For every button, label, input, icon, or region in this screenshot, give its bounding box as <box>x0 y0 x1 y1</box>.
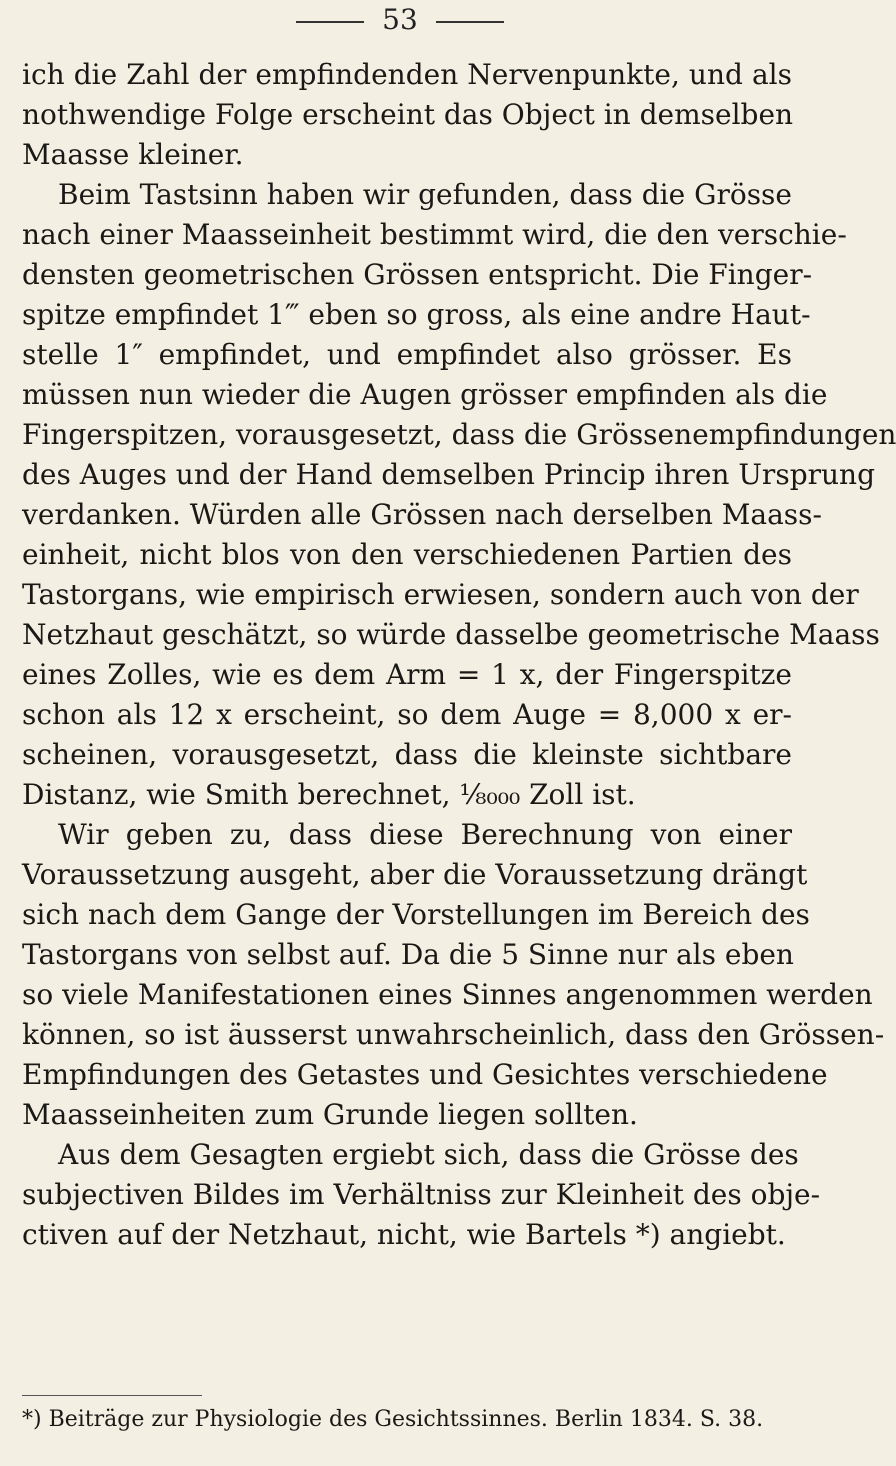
text-line: eines Zolles, wie es dem Arm = 1 x, der Fingerspitze <box>22 658 792 691</box>
footnote-divider <box>22 1395 202 1396</box>
header-dash-left <box>296 21 364 23</box>
text-line: Wir geben zu, dass diese Berechnung von einer <box>58 818 792 851</box>
text-line: subjectiven Bildes im Verhältniss zur Kleinheit des obje- <box>22 1178 821 1211</box>
body-text <box>22 55 896 1255</box>
text-line: müssen nun wieder die Augen grösser empfinden als die <box>22 378 828 411</box>
text-line: nach einer Maasseinheit bestimmt wird, die den verschie- <box>22 218 847 251</box>
text-line: einheit, nicht blos von den verschiedenen Partien des <box>22 538 792 571</box>
text-line: ich die Zahl der empfindenden Nervenpunkte, und als <box>22 58 792 91</box>
text-line: spitze empfindet 1‴ eben so gross, als eine andre Haut- <box>22 298 811 331</box>
text-line: des Auges und der Hand demselben Princip ihren Ursprung <box>22 458 875 491</box>
text-line: schon als 12 x erscheint, so dem Auge = 8,000 x er- <box>22 698 792 731</box>
text-line: scheinen, vorausgesetzt, dass die kleinste sichtbare <box>22 738 792 771</box>
text-line: Netzhaut geschätzt, so würde dasselbe geometrische Maass <box>22 618 880 651</box>
text-line: können, so ist äusserst unwahrscheinlich, dass den Grössen- <box>22 1018 885 1051</box>
text-line: Beim Tastsinn haben wir gefunden, dass die Grösse <box>58 178 792 211</box>
text-line: Distanz, wie Smith berechnet, ¹⁄₈₀₀₀ Zoll ist. <box>22 778 636 811</box>
text-line: Voraussetzung ausgeht, aber die Voraussetzung drängt <box>22 858 808 891</box>
text-line: Tastorgans von selbst auf. Da die 5 Sinne nur als eben <box>22 938 794 971</box>
page-header <box>0 3 800 36</box>
text-line: Maasseinheiten zum Grunde liegen sollten. <box>22 1098 638 1131</box>
text-line: Tastorgans, wie empirisch erwiesen, sondern auch von der <box>22 578 859 611</box>
text-line: Aus dem Gesagten ergiebt sich, dass die Grösse des <box>58 1138 799 1171</box>
text-line: nothwendige Folge erscheint das Object in demselben <box>22 98 794 131</box>
text-line: Fingerspitzen, vorausgesetzt, dass die Grössenempfindungen <box>22 418 896 451</box>
text-line: verdanken. Würden alle Grössen nach derselben Maass- <box>22 498 823 531</box>
text-line: Empfindungen des Getastes und Gesichtes verschiedene <box>22 1058 828 1091</box>
footnote: *) Beiträge zur Physiologie des Gesichtssinnes. Berlin 1834. S. 38. <box>22 1407 764 1432</box>
text-line: densten geometrischen Grössen entspricht. Die Finger- <box>22 258 813 291</box>
page-number: 53 <box>382 3 418 36</box>
text-line: Maasse kleiner. <box>22 138 244 171</box>
text-line: ctiven auf der Netzhaut, nicht, wie Bartels *) angiebt. <box>22 1218 786 1251</box>
header-dash-right <box>436 21 504 23</box>
text-line: sich nach dem Gange der Vorstellungen im Bereich des <box>22 898 810 931</box>
text-line: so viele Manifestationen eines Sinnes angenommen werden <box>22 978 873 1011</box>
text-line: stelle 1″ empfindet, und empfindet also grösser. Es <box>22 338 792 371</box>
